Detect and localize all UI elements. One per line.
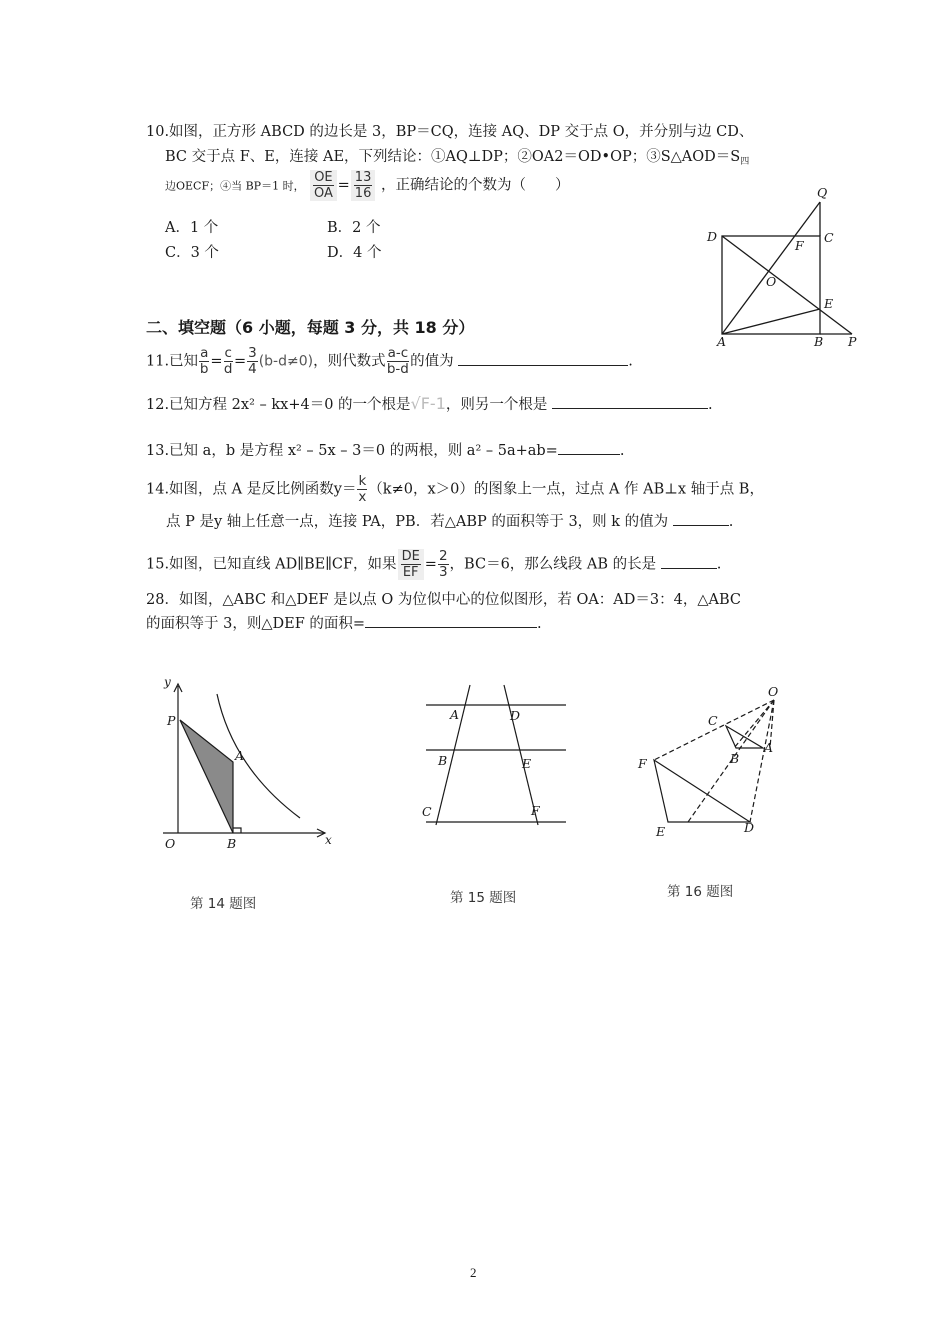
q10-line3-post: ，正确结论的个数为（ ） [380, 177, 570, 194]
q10-fraction-13-16: $\frac{13}{16}$ [351, 170, 376, 201]
figure-14 [155, 678, 345, 858]
label-a: A [450, 707, 460, 722]
q10-option-d: D．4 个 [327, 245, 382, 261]
label-e: E [522, 756, 532, 771]
q10-option-c: C．3 个 [165, 245, 219, 261]
caption-fig14: 第 14 题图 [190, 896, 257, 912]
q11-frac-expr: $\frac{a-c}{b-d}$ [386, 345, 409, 377]
dashed-of [654, 700, 774, 760]
triangle-def [654, 760, 750, 822]
q28-answer-blank [365, 613, 537, 628]
q12-pre: 12.已知方程 2x² – kx+4＝0 的一个根是 [146, 397, 411, 413]
q14-line1-pre: 14.如图，点 A 是反比例函数y＝ [146, 481, 357, 498]
caption-fig15: 第 15 题图 [450, 890, 517, 906]
triangle-abp [180, 720, 233, 833]
q10-line2-tail: 四 [740, 157, 750, 167]
q12-post: ，则另一个根是 [445, 397, 548, 413]
q13-text: 13.已知 a，b 是方程 x² – 5x – 3＝0 的两根，则 a² – 5a+ab= [146, 443, 558, 459]
label-b: B [814, 334, 824, 349]
triangle-abc [726, 726, 763, 748]
label-b: B [438, 753, 448, 768]
q10-figure [700, 180, 870, 350]
q10-line1: 10.如图，正方形 ABCD 的边长是 3，BP＝CQ，连接 AQ、DP 交于点 O，并分别与边 CD、 [146, 124, 754, 140]
q15: 15.如图，已知直线 AD∥BE∥CF，如果 $\frac{DE}{EF}$ = $\frac{2}{3}$ ，BC＝6，那么线段 AB 的长是 . [146, 548, 722, 580]
label-b: B [730, 751, 740, 766]
q13: 13.已知 a，b 是方程 x² – 5x – 3＝0 的两根，则 a² – 5a+ab= . [146, 440, 624, 461]
q14-frac-kx: $\frac{k}{x}$ [358, 473, 367, 505]
q14-answer-blank [673, 511, 729, 526]
q12-root: √F-1 [410, 394, 446, 413]
q15-frac-de-ef: $\frac{DE}{EF}$ [398, 549, 424, 580]
q10-line2 [165, 147, 749, 172]
q11-frac-ab: $\frac{a}{b}$ [199, 345, 209, 377]
label-e: E [656, 824, 666, 839]
q12-answer-blank [552, 394, 708, 409]
label-o: O [768, 684, 779, 699]
figure-15 [418, 680, 578, 830]
q14-line1 [146, 474, 764, 505]
q10-line3: 边OECF；④当 BP＝1 时， $\frac{OE}{OA}$ = $\frac{13}{16}$ ，正确结论的个数为（ ） [165, 170, 570, 201]
label-c: C [824, 230, 834, 245]
label-b: B [227, 836, 237, 851]
label-o: O [165, 836, 176, 851]
q11-frac-cd: $\frac{c}{d}$ [223, 345, 233, 377]
segment-ae [722, 309, 820, 334]
segment-dp [722, 236, 852, 334]
q11-condition: (b-d≠0) [258, 353, 314, 370]
q15-frac-23: $\frac{2}{3}$ [438, 548, 448, 580]
label-f: F [531, 803, 540, 818]
right-angle-mark [233, 828, 241, 833]
q11-answer-blank [458, 351, 628, 366]
q10-fraction-oe-oa: $\frac{OE}{OA}$ [310, 170, 336, 201]
label-p: P [848, 334, 857, 349]
q13-answer-blank [558, 440, 620, 455]
label-e: E [824, 296, 834, 311]
section-2-title: 二、填空题（6 小题，每题 3 分，共 18 分） [146, 318, 475, 337]
label-a: A [235, 748, 245, 763]
label-d: D [744, 820, 755, 835]
segment-aq [722, 202, 820, 334]
q14-line2-text: 点 P 是y 轴上任意一点，连接 PA，PB．若△ABP 的面积等于 3，则 k 的值为 [166, 514, 669, 530]
label-a: A [764, 740, 774, 755]
label-o: O [766, 274, 777, 289]
page-number: 2 [470, 1265, 477, 1280]
q14-line2: 点 P 是y 轴上任意一点，连接 PA，PB．若△ABP 的面积等于 3，则 k 的值为 . [166, 511, 733, 532]
q10-option-a: A．1 个 [165, 220, 219, 236]
figure-16 [630, 680, 790, 840]
q28-line2-text: 的面积等于 3，则△DEF 的面积= [146, 616, 366, 632]
label-f: F [795, 238, 804, 253]
q15-pre: 15.如图，已知直线 AD∥BE∥CF，如果 [146, 556, 397, 573]
q15-answer-blank [661, 554, 717, 569]
label-d: D [510, 708, 521, 723]
label-x: x [325, 833, 332, 847]
q15-post: ，BC＝6，那么线段 AB 的长是 [449, 556, 657, 573]
label-f: F [638, 756, 647, 771]
q12: 12.已知方程 2x² – kx+4＝0 的一个根是√F-1，则另一个根是 . [146, 394, 713, 413]
q28-line1: 28．如图，△ABC 和△DEF 是以点 O 为位似中心的位似图形，若 OA：AD＝3：4，△ABC [146, 592, 741, 608]
q11: 11.已知 $\frac{a}{b}$ = $\frac{c}{d}$ = $\frac{3}{4}$ (b-d≠0)，则代数式 $\frac{a-c}{b-d}$ 的值为 . [146, 345, 633, 377]
caption-fig16: 第 16 题图 [667, 884, 734, 900]
label-y: y [164, 678, 171, 689]
q11-mid: ，则代数式 [313, 353, 386, 370]
label-q: Q [817, 185, 828, 200]
label-a: A [717, 334, 727, 349]
label-c: C [708, 713, 718, 728]
q10-option-b: B．2 个 [327, 220, 381, 236]
label-d: D [707, 229, 718, 244]
q11-post: 的值为 [410, 353, 454, 370]
label-p: P [167, 713, 176, 728]
q10-line2-text: BC 交于点 F、E，连接 AE，下列结论：①AQ⊥DP；②OA2＝OD•OP；③S△AOD＝S [165, 149, 741, 165]
q28-line2: 的面积等于 3，则△DEF 的面积= . [146, 613, 542, 634]
label-c: C [422, 804, 432, 819]
q11-frac-34: $\frac{3}{4}$ [248, 345, 257, 377]
q11-pre: 11.已知 [146, 353, 199, 370]
q10-line3-pre: 边OECF；④当 BP＝1 时， [165, 179, 305, 193]
dashed-od [750, 700, 774, 822]
q14-line1-post: （k≠0，x＞0）的图象上一点，过点 A 作 AB⊥x 轴于点 B， [368, 481, 764, 498]
